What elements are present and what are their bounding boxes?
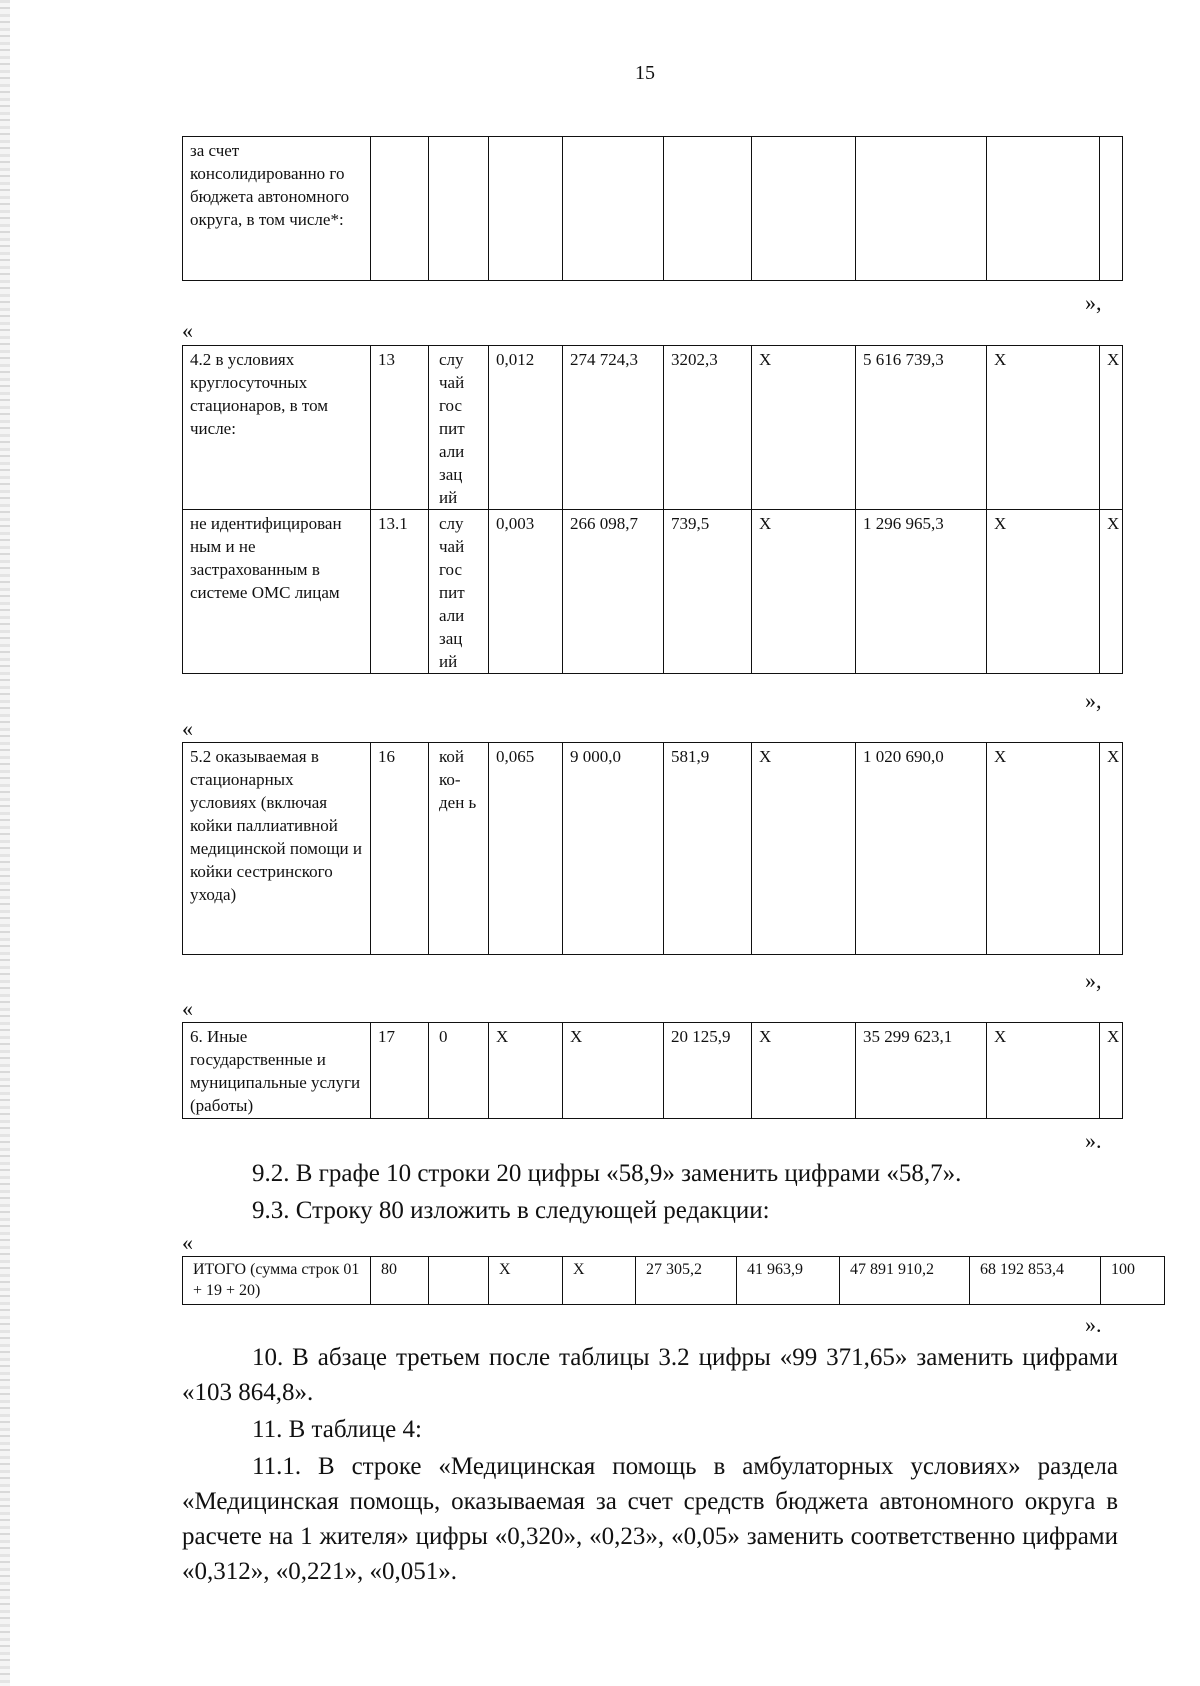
quote-open: « [182, 1230, 193, 1255]
table-cell: кой ко- ден ь [429, 743, 489, 955]
table-cell: 0 [429, 1023, 489, 1119]
table-cell: X [489, 1023, 563, 1119]
table-cell: 9 000,0 [563, 743, 664, 955]
table-cell: 41 963,9 [737, 1257, 840, 1305]
table-cell: X [752, 346, 856, 510]
table-hospital [182, 345, 1123, 674]
scan-edge-artifact [0, 0, 10, 1686]
table-cell: 100 [1101, 1257, 1165, 1305]
table-cell: 20 125,9 [664, 1023, 752, 1119]
table-cell: X [1100, 510, 1123, 674]
table-cell: X [1100, 743, 1123, 955]
table-cell: 0,003 [489, 510, 563, 674]
table-cell: 5.2 оказываемая в стационарных условиях (включая койки паллиативной медицинской помощи и койки сестринского ухода) [183, 743, 371, 955]
table-cell: 1 296 965,3 [856, 510, 987, 674]
table-cell [752, 137, 856, 281]
table-cell [1100, 137, 1123, 281]
table-cell: X [987, 743, 1100, 955]
table-cell: за счет консолидированно го бюджета автономного округа, в том числе*: [183, 137, 371, 281]
table-cell [664, 137, 752, 281]
table-cell: 739,5 [664, 510, 752, 674]
table-cell: 0,065 [489, 743, 563, 955]
table-cell: 274 724,3 [563, 346, 664, 510]
table-cell: не идентифицирован ным и не застрахованным в системе ОМС лицам [183, 510, 371, 674]
table-cell: X [489, 1257, 563, 1305]
table-row [183, 510, 1123, 674]
table-cell [489, 137, 563, 281]
table-cell: 266 098,7 [563, 510, 664, 674]
table-cell [429, 137, 489, 281]
table-palliative [182, 742, 1123, 955]
table-cell: слу чай гос пит али зац ий [429, 346, 489, 510]
table-cell: X [563, 1023, 664, 1119]
table-cell: X [987, 1023, 1100, 1119]
table-cell: 16 [371, 743, 429, 955]
table-cell: 0,012 [489, 346, 563, 510]
table-cell: 35 299 623,1 [856, 1023, 987, 1119]
table-cell: X [1100, 346, 1123, 510]
paragraph-9-3: 9.3. Строку 80 изложить в следующей редакции: [252, 1197, 770, 1224]
page-number: 15 [635, 62, 655, 84]
table-cell: 1 020 690,0 [856, 743, 987, 955]
table-cell: X [752, 743, 856, 955]
quote-open: « [182, 716, 193, 741]
quote-close: », [1085, 968, 1102, 993]
table-cell: X [752, 1023, 856, 1119]
table-cell: 17 [371, 1023, 429, 1119]
table-cell: 13.1 [371, 510, 429, 674]
table-other-services [182, 1022, 1123, 1119]
table-cell: 3202,3 [664, 346, 752, 510]
table-total [182, 1256, 1165, 1305]
table-row [183, 346, 1123, 510]
table-cell: слу чай гос пит али зац ий [429, 510, 489, 674]
table-row [183, 1257, 1165, 1305]
paragraph-11: 11. В таблице 4: [252, 1416, 422, 1443]
table-cell: 4.2 в условиях круглосуточных стационаров, в том числе: [183, 346, 371, 510]
table-cell [856, 137, 987, 281]
paragraph-11-1: 11.1. В строке «Медицинская помощь в амбулаторных условиях» раздела «Медицинская помощь, оказываемая за счет средств бюджета автономного округа в расчете на 1 жителя» цифры «0,320», «0,23», «0,05» заменить соответственно цифрами «0,312», «0,221», «0,051». [182, 1453, 1118, 1585]
table-cell: X [1100, 1023, 1123, 1119]
table-cell: 47 891 910,2 [840, 1257, 970, 1305]
table-row [183, 743, 1123, 955]
paragraph-10: 10. В абзаце третьем после таблицы 3.2 цифры «99 371,65» заменить цифрами «103 864,8». [182, 1344, 1118, 1406]
table-cell: 27 305,2 [636, 1257, 737, 1305]
table-cell: X [563, 1257, 636, 1305]
table-cell: 6. Иные государственные и муниципальные услуги (работы) [183, 1023, 371, 1119]
table-cell [371, 137, 429, 281]
quote-close: ». [1085, 1128, 1102, 1153]
table-row [183, 1023, 1123, 1119]
table-row [183, 137, 1123, 281]
table-cell: 581,9 [664, 743, 752, 955]
table-continuation [182, 136, 1123, 281]
table-cell: ИТОГО (сумма строк 01 + 19 + 20) [183, 1257, 371, 1305]
table-cell: 5 616 739,3 [856, 346, 987, 510]
table-cell [563, 137, 664, 281]
quote-open: « [182, 996, 193, 1021]
paragraph-9-2: 9.2. В графе 10 строки 20 цифры «58,9» заменить цифрами «58,7». [252, 1160, 962, 1187]
table-cell [987, 137, 1100, 281]
table-cell [429, 1257, 489, 1305]
quote-close: ». [1085, 1312, 1102, 1337]
quote-open: « [182, 318, 193, 343]
table-cell: 68 192 853,4 [970, 1257, 1101, 1305]
quote-close: », [1085, 290, 1102, 315]
table-cell: 13 [371, 346, 429, 510]
table-cell: X [987, 346, 1100, 510]
quote-close: », [1085, 688, 1102, 713]
table-cell: X [987, 510, 1100, 674]
table-cell: 80 [371, 1257, 429, 1305]
table-cell: X [752, 510, 856, 674]
